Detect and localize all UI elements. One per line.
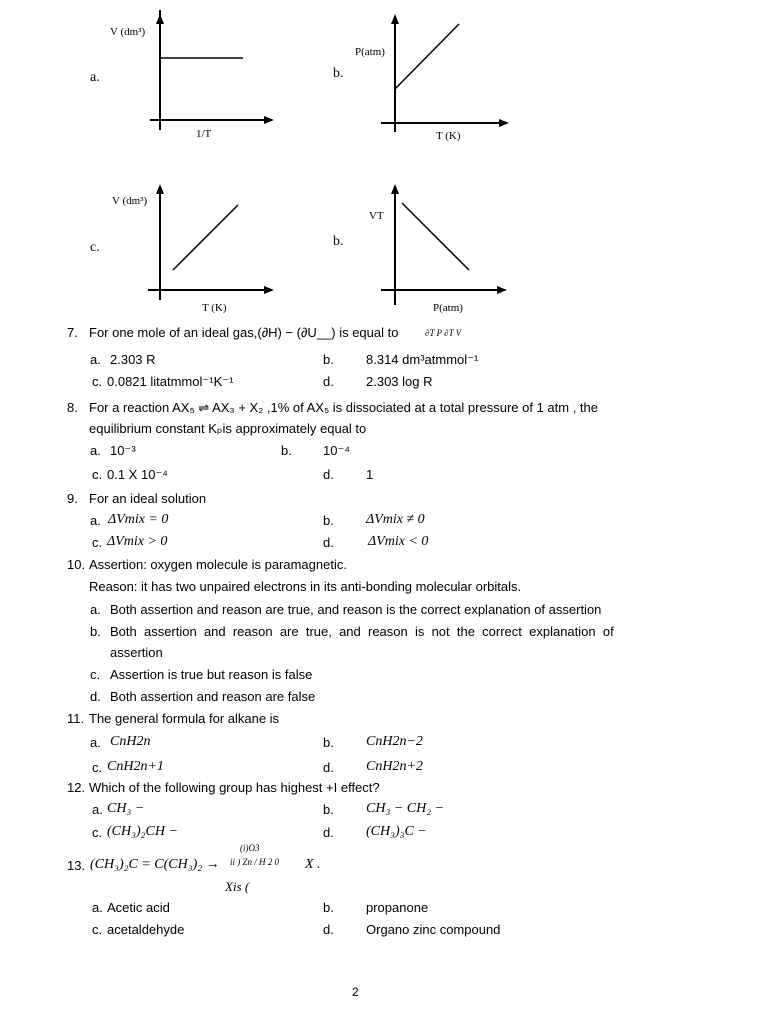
q7-c-option: 0.0821 litatmmol⁻¹K⁻¹: [107, 374, 234, 389]
graph-d-ylabel: VT: [369, 210, 384, 222]
q12-a-option: CH₃ −: [107, 801, 145, 816]
graph-c-ylabel: V (dm³): [112, 195, 148, 207]
q13-question: Xis (: [225, 879, 250, 894]
q9-a-label: a.: [90, 513, 101, 528]
q11-text: The general formula for alkane is: [89, 711, 280, 726]
graph-a-label: a.: [90, 70, 100, 85]
q7-a-option: 2.303 R: [110, 352, 156, 367]
q13-d-option: Organo zinc compound: [366, 922, 501, 937]
graph-a-y-arrow: [156, 14, 164, 24]
q12-text: Which of the following group has highest +I effect?: [89, 780, 380, 795]
q12-number: 12.: [67, 780, 86, 795]
q8-b-option: 10⁻⁴: [323, 443, 350, 458]
graph-d-y-arrow: [391, 184, 399, 194]
q10-d-option: Both assertion and reason are false: [110, 689, 316, 704]
q13-b-option: propanone: [366, 900, 429, 915]
q12-a-label: a.: [92, 802, 103, 817]
q7-d-option: 2.303 log R: [366, 374, 433, 389]
q11-d-option: CnH2n+2: [366, 759, 423, 774]
q11-b-label: b.: [323, 735, 334, 750]
q11-b-option: CnH2n−2: [366, 734, 423, 749]
q13-product: X .: [305, 857, 321, 872]
q11-number: 11.: [67, 711, 85, 726]
graph-d-x-arrow: [497, 286, 507, 294]
graph-d-label: b.: [333, 234, 344, 249]
q7-c-label: c.: [92, 374, 103, 389]
graph-b-y-arrow: [391, 14, 399, 24]
q12-b-option: CH₃ − CH₂ −: [366, 801, 445, 816]
q11-a-option: CnH2n: [110, 734, 151, 749]
graph-c: [140, 180, 280, 320]
graph-c-label: c.: [90, 240, 100, 255]
q13-reagent-conditions: ii ) Zn / H 2 0: [230, 857, 280, 867]
graph-c-xlabel: T (K): [202, 302, 227, 314]
q10-number: 10.: [67, 557, 86, 572]
q7-number: 7.: [67, 325, 78, 340]
q11-d-label: d.: [323, 760, 334, 775]
graph-b: [375, 10, 515, 150]
page-number: 2: [352, 985, 359, 999]
q9-d-label: d.: [323, 535, 334, 550]
graph-d-line: [402, 203, 469, 270]
q9-c-option: ΔVmix > 0: [107, 534, 168, 549]
q10-a-label: a.: [90, 602, 101, 617]
q9-number: 9.: [67, 491, 78, 506]
graph-c-line: [173, 205, 238, 270]
q8-a-label: a.: [90, 443, 101, 458]
q8-a-option: 10⁻³: [110, 443, 136, 458]
q7-a-label: a.: [90, 352, 101, 367]
q10-d-label: d.: [90, 689, 101, 704]
graph-a-ylabel: V (dm³): [110, 26, 146, 38]
q13-b-label: b.: [323, 900, 334, 915]
q7-tail: ∂T P ∂T V: [425, 328, 462, 338]
q13-a-option: Acetic acid: [107, 900, 170, 915]
graph-b-label: b.: [333, 66, 344, 81]
q9-c-label: c.: [92, 535, 103, 550]
q8-number: 8.: [67, 400, 78, 415]
graph-b-line: [395, 24, 459, 89]
q10-assertion: Assertion: oxygen molecule is paramagnetic.: [89, 557, 347, 572]
graph-b-ylabel: P(atm): [355, 46, 385, 58]
q8-text-line1: For a reaction AX₅ ⇌ AX₃ + X₂ ,1% of AX₅ is dissociated at a total pressure of 1 atm , the: [89, 400, 598, 415]
q12-c-option: (CH₃)₂CH −: [107, 824, 178, 839]
q11-c-label: c.: [92, 760, 103, 775]
q12-c-label: c.: [92, 825, 103, 840]
q13-reaction: (CH₃)₂C = C(CH₃)₂ →: [90, 857, 220, 872]
q8-c-option: 0.1 X 10⁻⁴: [107, 467, 168, 482]
q10-c-option: Assertion is true but reason is false: [110, 667, 313, 682]
q8-c-label: c.: [92, 467, 103, 482]
q10-c-label: c.: [90, 667, 101, 682]
q10-b-option-line2: assertion: [110, 645, 163, 660]
q9-a-option: ΔVmix = 0: [108, 512, 169, 527]
q8-d-option: 1: [366, 467, 374, 482]
q7-b-option: 8.314 dm³atmmol⁻¹: [366, 352, 479, 367]
q13-a-label: a.: [92, 900, 103, 915]
q13-d-label: d.: [323, 922, 334, 937]
q7-d-label: d.: [323, 374, 334, 389]
q9-d-option: ΔVmix < 0: [368, 534, 429, 549]
graph-d: [375, 180, 515, 320]
graph-c-x-arrow: [264, 286, 274, 294]
q10-b-option-line1: Both assertion and reason are true, and reason is not the correct explanation of: [110, 624, 614, 639]
q8-b-label: b.: [281, 443, 292, 458]
graph-d-xlabel: P(atm): [433, 302, 463, 314]
q11-c-option: CnH2n+1: [107, 759, 164, 774]
q10-b-label: b.: [90, 624, 101, 639]
q11-a-label: a.: [90, 735, 101, 750]
q7-text: For one mole of an ideal gas,(∂H) − (∂U__) is equal to: [89, 325, 399, 340]
q10-a-option: Both assertion and reason are true, and reason is the correct explanation of assertion: [110, 602, 602, 617]
q8-d-label: d.: [323, 467, 334, 482]
q13-c-label: c.: [92, 922, 103, 937]
q9-text: For an ideal solution: [89, 491, 207, 506]
graph-b-x-arrow: [499, 119, 509, 127]
graph-c-y-arrow: [156, 184, 164, 194]
q10-reason: Reason: it has two unpaired electrons in its anti-bonding molecular orbitals.: [89, 579, 522, 594]
q8-text-line2: equilibrium constant Kₚis approximately equal to: [89, 421, 367, 436]
q12-d-label: d.: [323, 825, 334, 840]
q13-c-option: acetaldehyde: [107, 922, 185, 937]
q13-number: 13.: [67, 858, 86, 873]
q9-b-option: ΔVmix ≠ 0: [366, 512, 425, 527]
q7-b-label: b.: [323, 352, 334, 367]
q12-d-option: (CH₃)₃C −: [366, 824, 427, 839]
q12-b-label: b.: [323, 802, 334, 817]
q13-reagent-top: (i)O3: [240, 843, 260, 853]
graph-a-xlabel: 1/T: [196, 128, 212, 140]
q9-b-label: b.: [323, 513, 334, 528]
graph-a-x-arrow: [264, 116, 274, 124]
graph-b-xlabel: T (K): [436, 130, 461, 142]
